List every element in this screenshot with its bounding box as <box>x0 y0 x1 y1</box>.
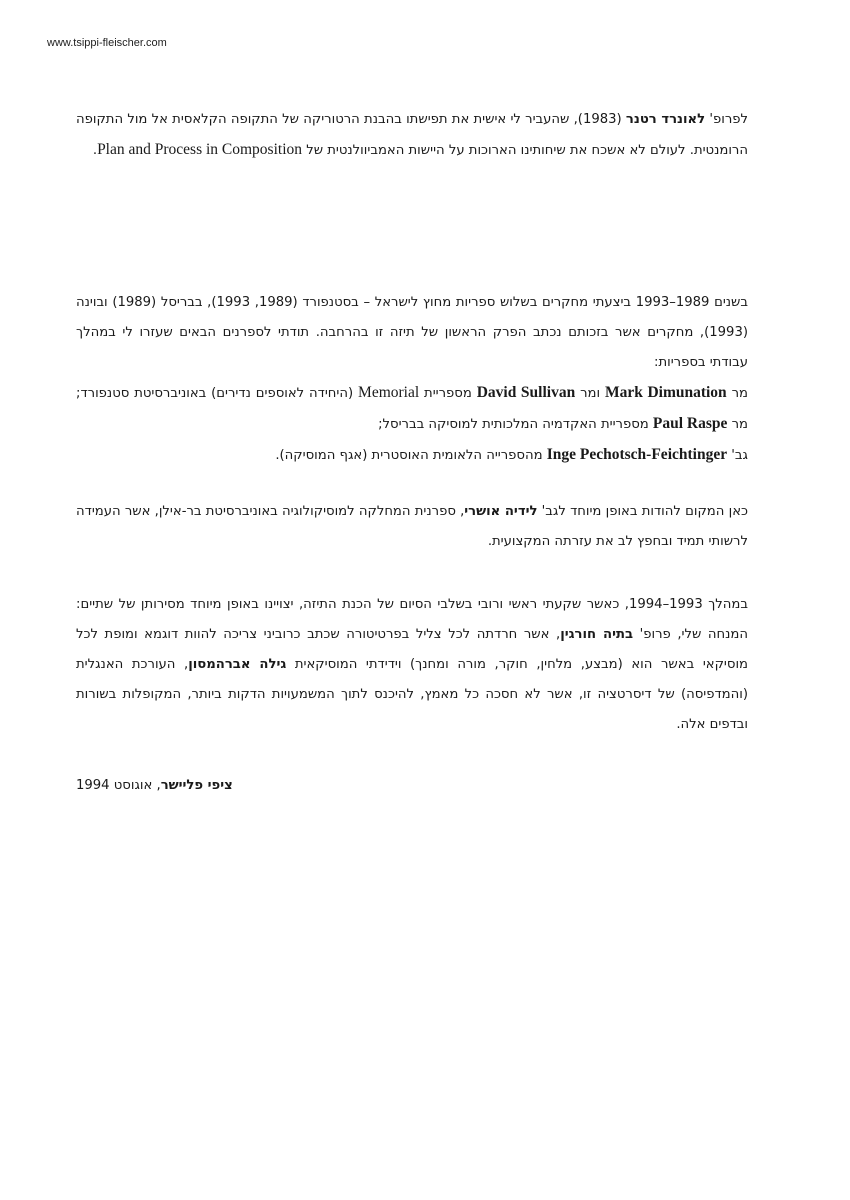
book-title: Plan and Process in Composition <box>97 141 303 158</box>
person-name: גילה אברהמסון <box>188 657 287 672</box>
person-name: בתיה חורגין <box>560 627 634 642</box>
person-name: לאונרד רטנר <box>625 112 706 127</box>
website-link[interactable]: www.tsippi-fleischer.com <box>47 37 167 49</box>
paragraph-text <box>76 590 748 740</box>
person-name: Paul Raspe <box>652 415 728 432</box>
text-segment: , אשר חרדתה לכל צליל בפרטיטורה שכתב כרוביני צריכה להוות דוגמא ומופת לכל מוסיקאי באשר הוא (מבצע, מלחין, חוקר, מורה ומחנך) וידידתי המוסיקאית <box>76 627 748 672</box>
text-segment: מר <box>726 386 748 401</box>
person-name: David Sullivan <box>476 384 576 401</box>
paragraph-text <box>76 288 748 378</box>
person-name: Inge Pechotsch-Feichtinger <box>546 446 728 463</box>
text-segment: , ספרנית המחלקה למוסיקולוגיה באוניברסיטת בר-אילן, אשר העמידה לרשותי תמיד ובחפץ לב את עזרתה המקצועית. <box>76 504 748 549</box>
acknowledgement-paragraph-libraries <box>76 288 748 471</box>
acknowledgement-paragraph-ratner <box>76 105 748 166</box>
acknowledgement-paragraph-advisor <box>76 590 748 740</box>
text-segment: , העורכת האנגלית (והמדפיסה) של דיסרטציה זו, אשר לא חסכה כל מאמץ, להיכנס לתוך המשמעויות הדקות ביותר, המקופלות בשורות ובדפים אלה. <box>76 657 748 732</box>
text-segment: בשנים 1989–1993 ביצעתי מחקרים בשלוש ספריות מחוץ לישראל – בסטנפורד (1989, 1993), בבריסל (1989) ובוינה (1993), מחקרים אשר בזכותם נכתב הפרק הראשון של תיזה זו בהרחבה. תודתי לספרנים הבאים שעזרו לי במהלך עבודתי בספריות: <box>76 295 749 370</box>
librarian-line <box>76 440 748 471</box>
text-segment: במהלך 1993–1994, כאשר שקעתי ראשי ורובי בשלבי הסיום של הכנת התיזה, יצויינו באופן מיוחד מסירותן של שתיים: המנחה שלי, פרופ' <box>76 597 749 642</box>
author-name: ציפי פליישר <box>160 778 233 793</box>
paragraph-text <box>76 497 748 557</box>
librarians-list <box>76 378 748 440</box>
text-segment: (1983), שהעביר לי אישית את תפישתו בהבנת הרטוריקה של התקופה הקלאסית אל מול התקופה הרומנטית. לעולם לא אשכח את שיחותינו הארוכות על היישות האמביוולנטית של <box>76 112 748 158</box>
text-segment: כאן המקום להודות באופן מיוחד לגב' <box>537 504 748 519</box>
text-segment: מהספרייה הלאומית האוסטרית (אגף המוסיקה). <box>275 448 547 463</box>
text-segment: מספריית האקדמיה המלכותית למוסיקה בבריסל; <box>378 417 653 432</box>
signature-date: , אוגוסט 1994 <box>76 778 161 793</box>
person-name: Mark Dimunation <box>604 384 727 401</box>
text-segment: גב' <box>727 448 748 463</box>
library-name: Memorial <box>358 384 420 401</box>
text-segment: (היחידה לאוספים נדירים) באוניברסיטת סטנפורד; מר <box>76 386 748 432</box>
person-name: לידיה אושרי <box>464 504 538 519</box>
paragraph-text <box>76 105 748 166</box>
text-segment: . <box>92 143 98 158</box>
text-segment: לפרופ' <box>705 112 749 127</box>
text-segment: מספריית <box>419 386 477 401</box>
signature-line <box>76 771 233 801</box>
text-segment: ומר <box>575 386 605 401</box>
acknowledgement-paragraph-oshri <box>76 497 748 557</box>
